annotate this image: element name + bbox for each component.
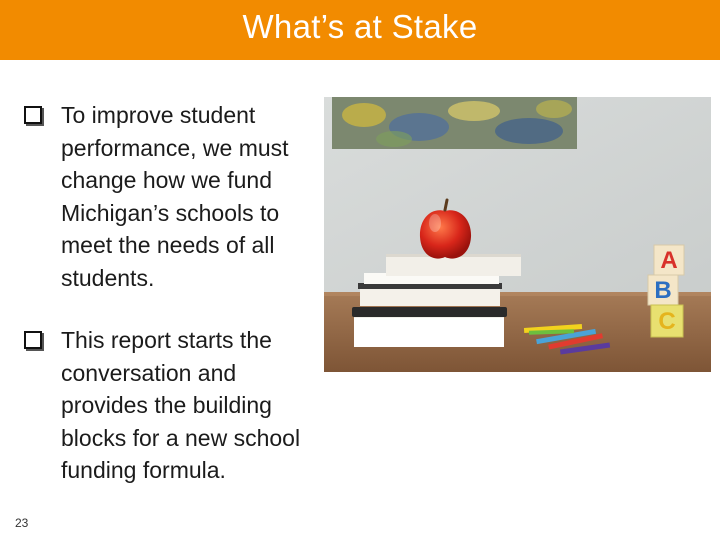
svg-text:C: C [658,308,676,335]
title-bar [0,0,720,60]
classroom-photo [324,97,711,372]
svg-text:A: A [660,247,678,274]
bullet-item [24,99,324,294]
bullet-text: To improve student performance, we must change how we fund Michigan’s schools to meet the needs of all students. [61,102,289,291]
svg-text:B: B [654,277,672,304]
checkbox-bullet-icon [24,331,42,349]
bullet-list [24,99,324,487]
checkbox-bullet-icon [24,106,42,124]
painting [332,97,577,149]
bullet-text: This report starts the conversation and provides the building blocks for a new school funding formula. [61,327,301,483]
bullet-item [24,324,324,487]
slide-title: What’s at Stake [242,8,478,45]
page-number: 23 [15,516,29,530]
